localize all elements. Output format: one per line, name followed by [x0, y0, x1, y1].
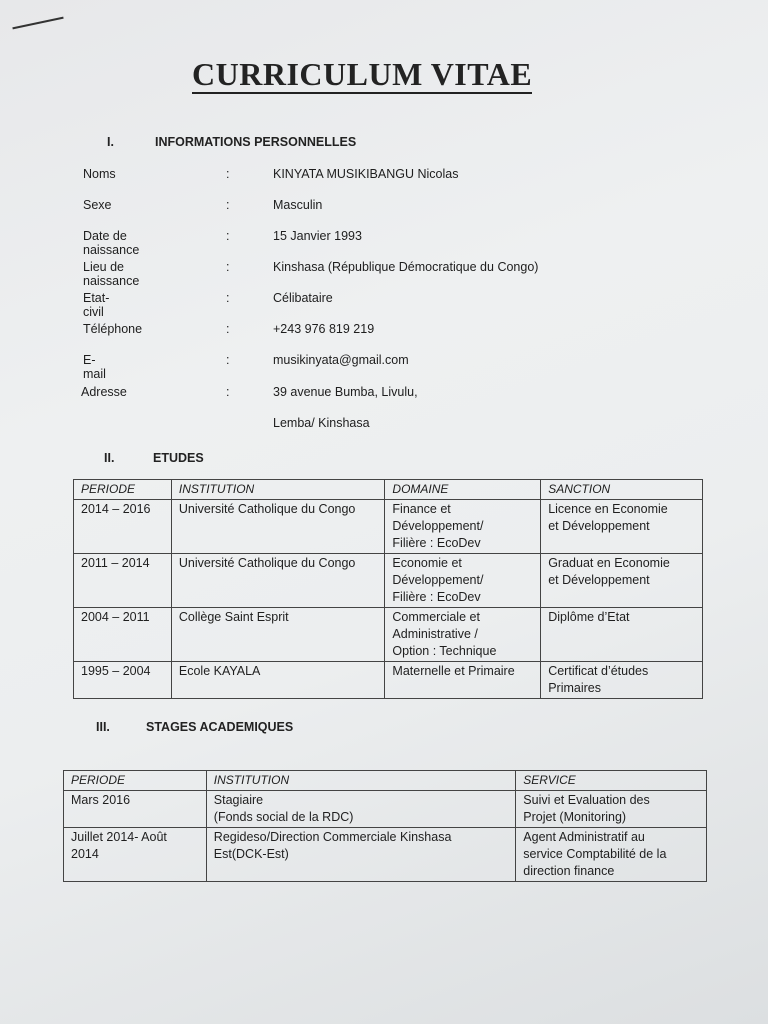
column-header: DOMAINE — [385, 480, 541, 500]
table-cell: 1995 – 2004 — [74, 662, 172, 699]
info-colon: : — [226, 167, 230, 181]
table-cell: Université Catholique du Congo — [171, 500, 385, 554]
table-cell: 2004 – 2011 — [74, 608, 172, 662]
table-row — [74, 500, 703, 554]
column-header: PERIODE — [64, 771, 207, 791]
info-colon: : — [226, 353, 230, 367]
section-stages-heading — [96, 720, 294, 734]
table-cell: Ecole KAYALA — [171, 662, 385, 699]
table-cell: Suivi et Evaluation des Projet (Monitoring) — [516, 791, 707, 828]
info-colon: : — [226, 198, 230, 212]
info-value: +243 976 819 219 — [273, 322, 375, 336]
table-cell: 2011 – 2014 — [74, 554, 172, 608]
info-colon: : — [226, 260, 230, 274]
table-row — [74, 662, 703, 699]
info-label: E-mail — [83, 353, 106, 381]
info-value: musikinyata@gmail.com — [273, 353, 409, 367]
section-title: INFORMATIONS PERSONNELLES — [155, 135, 357, 149]
table-cell: Licence en Economie et Développement — [541, 500, 703, 554]
info-colon: : — [226, 291, 230, 305]
info-label: Date de naissance — [83, 229, 140, 257]
info-label: Adresse — [81, 385, 127, 399]
info-colon: : — [226, 385, 230, 399]
info-label: Noms — [83, 167, 116, 181]
column-header: SERVICE — [516, 771, 707, 791]
table-cell: Agent Administratif au service Comptabilité de la direction finance — [516, 828, 707, 882]
table-cell: Diplôme d’Etat — [541, 608, 703, 662]
table-cell: Certificat d’études Primaires — [541, 662, 703, 699]
stages-table — [63, 770, 707, 882]
table-cell: Maternelle et Primaire — [385, 662, 541, 699]
table-cell: Juillet 2014- Août 2014 — [64, 828, 207, 882]
section-number: I. — [107, 135, 114, 149]
info-value: Kinshasa (République Démocratique du Congo) — [273, 260, 539, 274]
info-label: Téléphone — [83, 322, 143, 336]
table-cell: Graduat en Economie et Développement — [541, 554, 703, 608]
table-cell: Mars 2016 — [64, 791, 207, 828]
page-title: CURRICULUM VITAE — [192, 56, 533, 92]
table-row — [64, 791, 707, 828]
table-row — [64, 828, 707, 882]
etudes-table — [73, 479, 703, 699]
table-cell: Université Catholique du Congo — [171, 554, 385, 608]
address-line-2: Lemba/ Kinshasa — [273, 416, 370, 430]
table-row — [74, 554, 703, 608]
info-label: Etat-civil — [83, 291, 110, 319]
info-colon: : — [226, 322, 230, 336]
info-colon: : — [226, 229, 230, 243]
pen-mark — [12, 17, 63, 30]
section-title: ETUDES — [153, 451, 204, 465]
table-cell: Economie et Développement/ Filière : EcoDev — [385, 554, 541, 608]
section-number: III. — [96, 720, 110, 734]
info-label: Sexe — [83, 198, 112, 212]
info-value: KINYATA MUSIKIBANGU Nicolas — [273, 167, 459, 181]
section-personal-heading — [107, 135, 357, 149]
section-number: II. — [104, 451, 115, 465]
table-row — [74, 608, 703, 662]
section-title: STAGES ACADEMIQUES — [146, 720, 294, 734]
info-value: Célibataire — [273, 291, 333, 305]
table-cell: Regideso/Direction Commerciale Kinshasa Est(DCK-Est) — [206, 828, 515, 882]
column-header: SANCTION — [541, 480, 703, 500]
table-cell: Commerciale et Administrative / Option : Technique — [385, 608, 541, 662]
table-cell: 2014 – 2016 — [74, 500, 172, 554]
column-header: PERIODE — [74, 480, 172, 500]
table-cell: Collège Saint Esprit — [171, 608, 385, 662]
column-header: INSTITUTION — [206, 771, 515, 791]
column-header: INSTITUTION — [171, 480, 385, 500]
info-value: 15 Janvier 1993 — [273, 229, 362, 243]
section-etudes-heading — [104, 451, 204, 465]
info-label: Lieu de naissance — [83, 260, 140, 288]
info-value: Masculin — [273, 198, 323, 212]
info-value: 39 avenue Bumba, Livulu, — [273, 385, 418, 399]
table-cell: Stagiaire (Fonds social de la RDC) — [206, 791, 515, 828]
table-cell: Finance et Développement/ Filière : EcoDev — [385, 500, 541, 554]
